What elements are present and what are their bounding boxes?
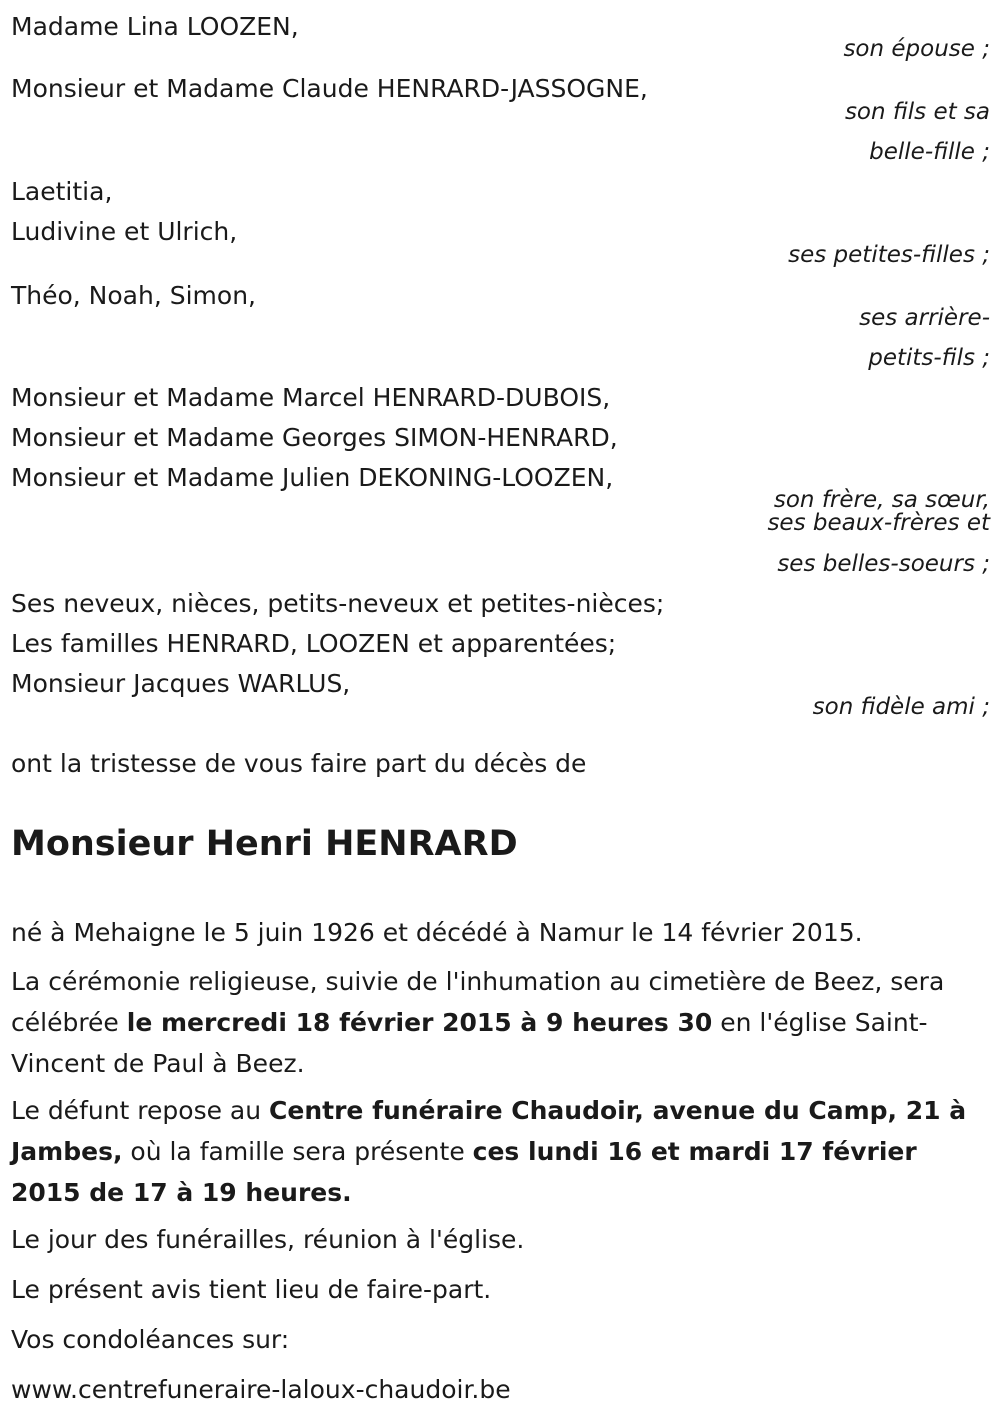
family-member-sibling-1: Monsieur et Madame Marcel HENRARD-DUBOIS,	[11, 383, 611, 412]
relation-granddaughters: ses petites-filles ;	[788, 242, 990, 268]
relation-son-line2: belle-fille ;	[869, 139, 990, 165]
website-link[interactable]: www.centrefuneraire-laloux-chaudoir.be	[11, 1375, 511, 1404]
condolences-label: Vos condoléances sur:	[11, 1325, 290, 1354]
relation-son-line1: son fils et sa	[844, 99, 990, 125]
family-member-granddaughter-1: Laetitia,	[11, 177, 113, 206]
relation-spouse: son épouse ;	[843, 36, 990, 62]
family-member-great-grandsons: Théo, Noah, Simon,	[11, 281, 256, 310]
relation-great-grandsons-line1: ses arrière-	[859, 305, 990, 331]
family-related-families: Les familles HENRARD, LOOZEN et apparentées;	[11, 629, 617, 658]
family-member-son: Monsieur et Madame Claude HENRARD-JASSOGNE,	[11, 74, 648, 103]
relation-siblings-line3: ses belles-soeurs ;	[777, 551, 990, 577]
announcement-text: ont la tristesse de vous faire part du décès de	[11, 749, 587, 778]
relation-great-grandsons-line2: petits-fils ;	[868, 345, 990, 371]
relation-siblings-line1: son frère, sa sœur,	[773, 487, 990, 513]
ceremony-text-1: La cérémonie religieuse, suivie de l'inhumation au cimetière de Beez, sera célébrée	[11, 967, 945, 1037]
visiting-hours: ces lundi 16 et mardi 17 février 2015 de 17 à 19 heures.	[11, 1137, 917, 1207]
ceremony-date: le mercredi 18 février 2015 à 9 heures 30	[126, 1008, 713, 1037]
notice-text: Le présent avis tient lieu de faire-part.	[11, 1275, 492, 1304]
birth-death-info: né à Mehaigne le 5 juin 1926 et décédé à Namur le 14 février 2015.	[11, 918, 863, 947]
funeral-center: Centre funéraire Chaudoir, avenue du Camp, 21 à Jambes,	[11, 1096, 967, 1166]
family-member-spouse: Madame Lina LOOZEN,	[11, 12, 299, 41]
repose-info	[11, 1090, 991, 1213]
relation-siblings-line2: ses beaux-frères et	[767, 510, 990, 536]
repose-text-2: où la famille sera présente	[122, 1137, 473, 1166]
funeral-day-info: Le jour des funérailles, réunion à l'église.	[11, 1225, 525, 1254]
family-member-granddaughter-2: Ludivine et Ulrich,	[11, 217, 238, 246]
ceremony-info	[11, 961, 991, 1084]
family-member-sibling-2: Monsieur et Madame Georges SIMON-HENRARD,	[11, 423, 618, 452]
family-nephews-nieces: Ses neveux, nièces, petits-neveux et petites-nièces;	[11, 589, 665, 618]
repose-text-1: Le défunt repose au	[11, 1096, 270, 1125]
relation-friend: son fidèle ami ;	[812, 694, 990, 720]
family-friend: Monsieur Jacques WARLUS,	[11, 669, 351, 698]
family-member-sibling-3: Monsieur et Madame Julien DEKONING-LOOZEN,	[11, 463, 614, 492]
deceased-name: Monsieur Henri HENRARD	[11, 824, 518, 864]
ceremony-text-2: en l'église Saint-Vincent de Paul à Beez.	[11, 1008, 928, 1078]
